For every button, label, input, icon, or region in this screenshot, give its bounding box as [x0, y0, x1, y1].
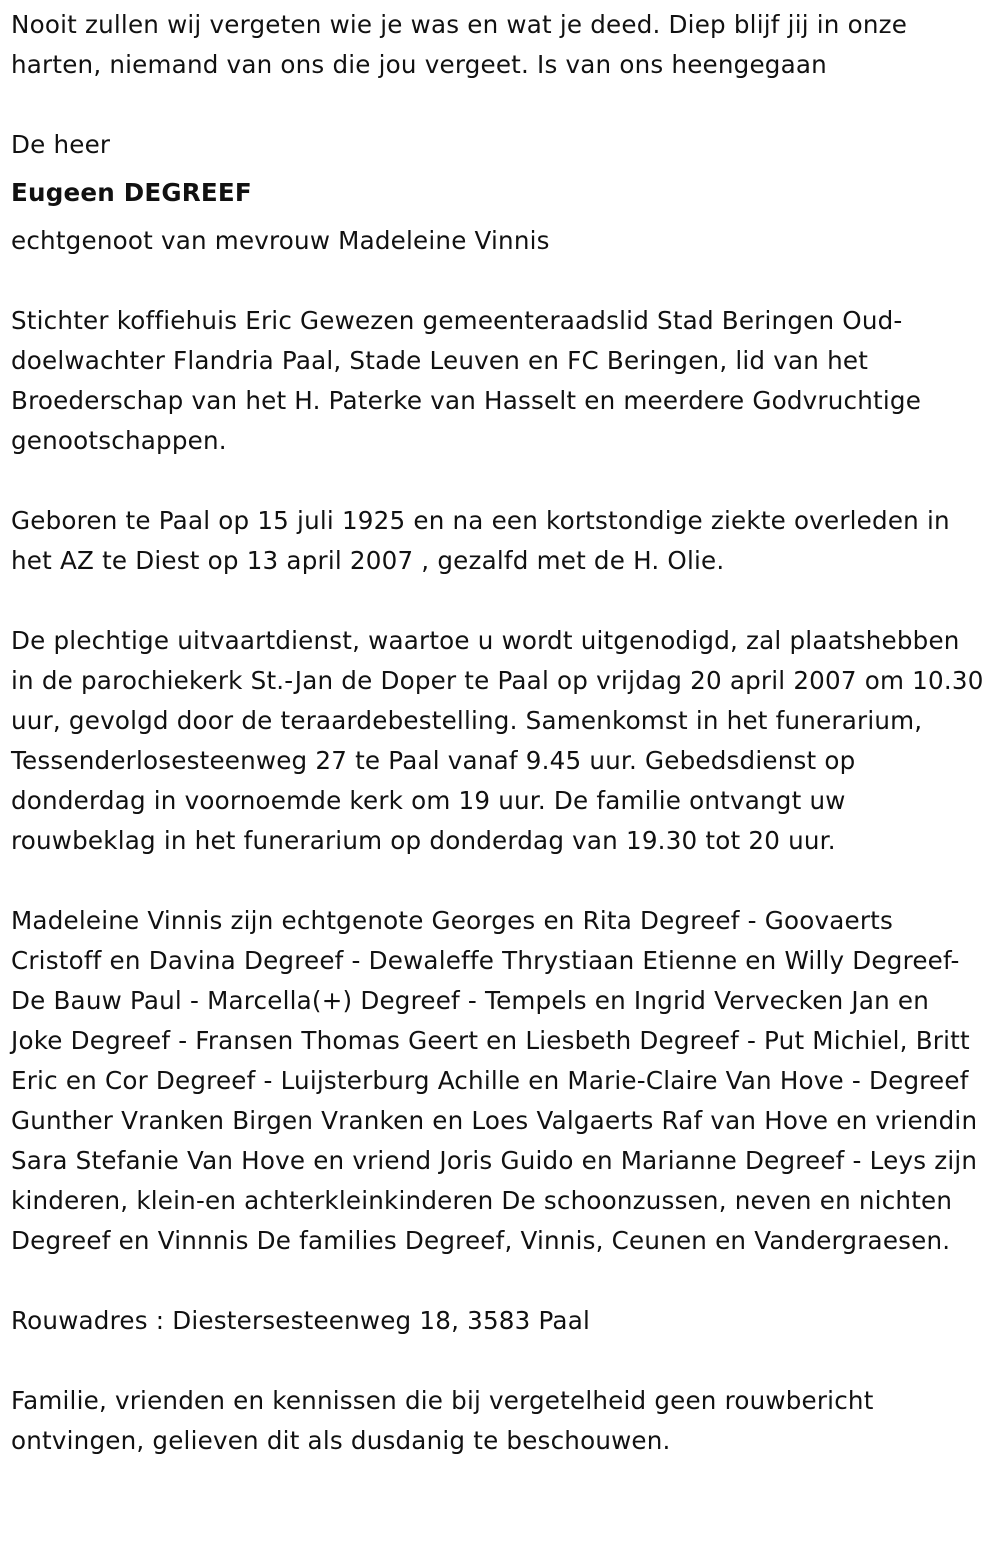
opening-verse: Nooit zullen wij vergeten wie je was en wat je deed. Diep blijf jij in onze harten, niemand van ons die jou vergeet. Is van ons heengegaan	[11, 10, 908, 79]
spouse-line: echtgenoot van mevrouw Madeleine Vinnis	[11, 226, 550, 255]
mourning-address: Rouwadres : Diestersesteenweg 18, 3583 Paal	[11, 1306, 591, 1335]
deceased-name: Eugeen DEGREEF	[11, 178, 252, 207]
birth-death-paragraph: Geboren te Paal op 15 juli 1925 en na een kortstondige ziekte overleden in het AZ te Diest op 13 april 2007 , gezalfd met de H. Olie.	[11, 506, 950, 575]
biography-paragraph: Stichter koffiehuis Eric Gewezen gemeenteraadslid Stad Beringen Oud-doelwachter Flandria Paal, Stade Leuven en FC Beringen, lid van het Broederschap van het H. Paterke van Hasselt en meerdere Godvruchtige genootschappen.	[11, 306, 922, 455]
funeral-details-paragraph: De plechtige uitvaartdienst, waartoe u wordt uitgenodigd, zal plaatshebben in de parochiekerk St.-Jan de Doper te Paal op vrijdag 20 april 2007 om 10.30 uur, gevolgd door de teraardebestelling. Samenkomst in het funerarium, Tessenderlosesteenweg 27 te Paal vanaf 9.45 uur. Gebedsdienst op donderdag in voornoemde kerk om 19 uur. De familie ontvangt uw rouwbeklag in het funerarium op donderdag van 19.30 tot 20 uur.	[11, 626, 984, 855]
honorific: De heer	[11, 130, 111, 159]
closing-paragraph: Familie, vrienden en kennissen die bij vergetelheid geen rouwbericht ontvingen, gelieven dit als dusdanig te beschouwen.	[11, 1386, 874, 1455]
family-paragraph: Madeleine Vinnis zijn echtgenote Georges en Rita Degreef - Goovaerts Cristoff en Davina Degreef - Dewaleffe Thrystiaan Etienne en Willy Degreef-De Bauw Paul - Marcella(+) Degreef - Tempels en Ingrid Vervecken Jan en Joke Degreef - Fransen Thomas Geert en Liesbeth Degreef - Put Michiel, Britt Eric en Cor Degreef - Luijsterburg Achille en Marie-Claire Van Hove - Degreef Gunther Vranken Birgen Vranken en Loes Valgaerts Raf van Hove en vriendin Sara Stefanie Van Hove en vriend Joris Guido en Marianne Degreef - Leys zijn kinderen, klein-en achterkleinkinderen De schoonzussen, neven en nichten Degreef en Vinnnis De families Degreef, Vinnis, Ceunen en Vandergraesen.	[11, 906, 978, 1255]
